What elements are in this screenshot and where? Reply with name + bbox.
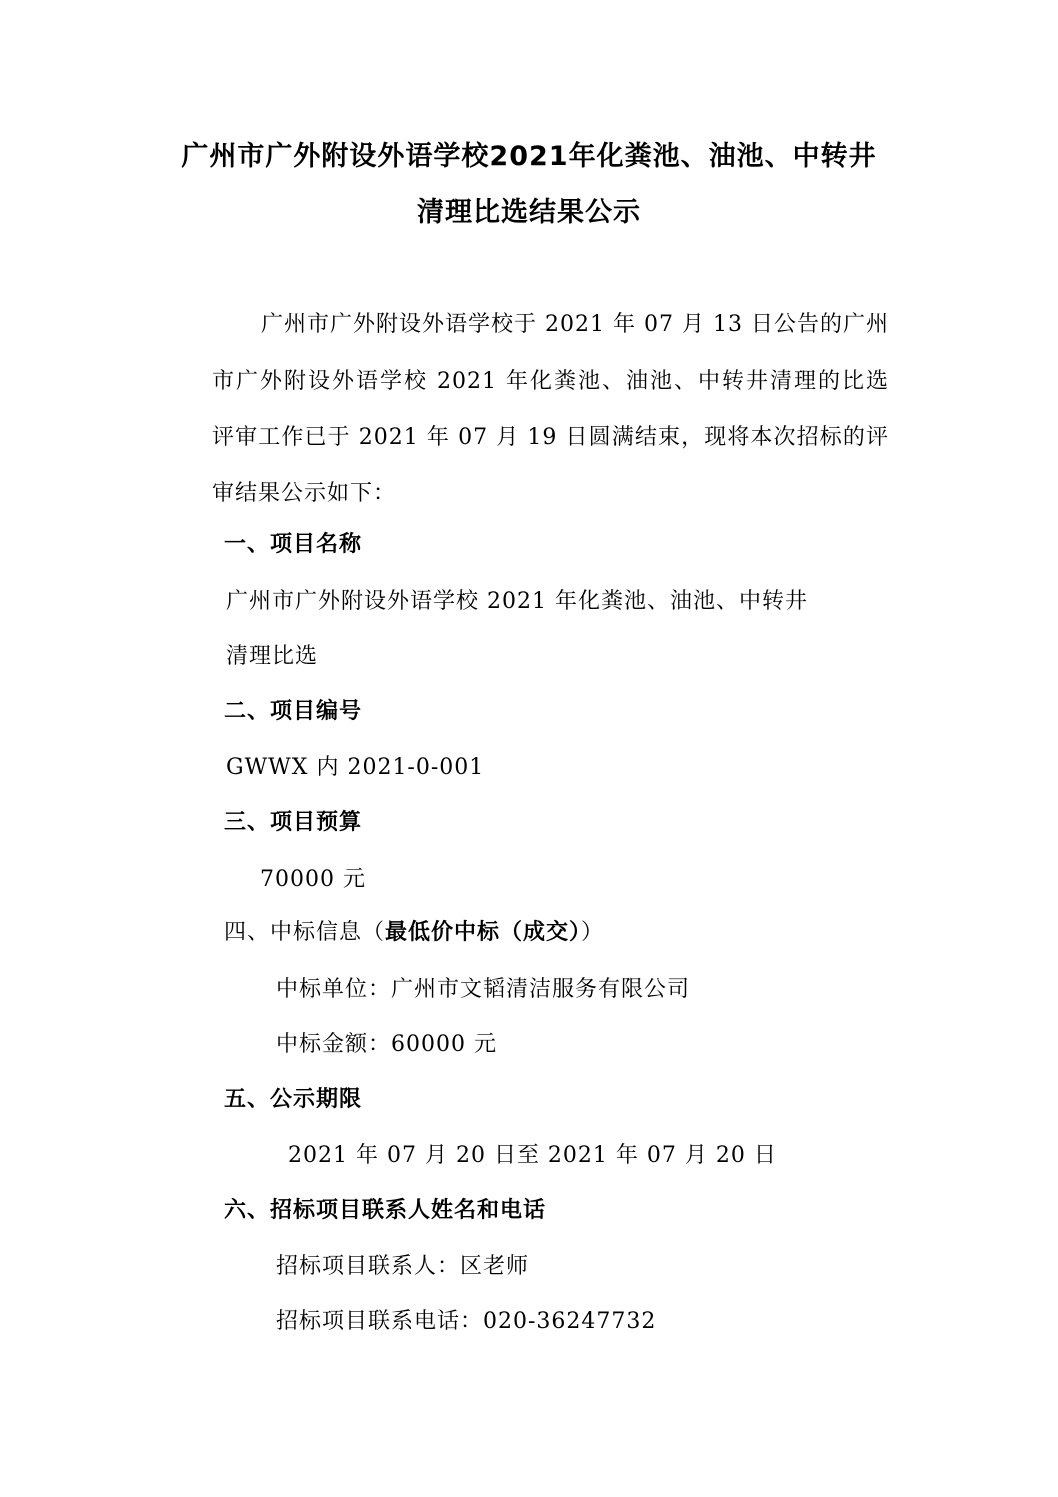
section-heading-text: 二、项目编号: [224, 699, 363, 724]
intro-line-2: 市广外附设外语学校 2021 年化粪池、油池、中转井清理的比选: [212, 369, 889, 394]
section-heading-text: 五、公示期限: [224, 1087, 363, 1112]
intro-line-3: 评审工作已于 2021 年 07 月 19 日圆满结束，现将本次招标的评: [212, 425, 889, 450]
section-heading-contact: [224, 1196, 546, 1226]
document-title-line-1: 广州市广外附设外语学校2021年化粪池、油池、中转井: [181, 141, 877, 172]
award-winner: 中标单位：广州市文韬清洁服务有限公司: [276, 977, 691, 1002]
award-amount: 中标金额：60000 元: [276, 1032, 497, 1057]
project-number-value: GWWX 内 2021-0-001: [226, 755, 485, 780]
contact-person: 招标项目联系人：区老师: [276, 1254, 530, 1279]
section-heading-text: 三、项目预算: [224, 810, 363, 835]
section-heading-award-info: [224, 918, 604, 948]
document-title-line-2: 清理比选结果公示: [417, 197, 641, 228]
section-heading-text: 六、招标项目联系人姓名和电话: [224, 1198, 547, 1223]
intro-line-1: 广州市广外附设外语学校于 2021 年 07 月 13 日公告的广州: [261, 312, 889, 337]
heading-bold: 最低价中标（成交）: [385, 920, 582, 945]
publicity-period-value: 2021 年 07 月 20 日至 2021 年 07 月 20 日: [288, 1143, 777, 1168]
heading-suffix: ）: [581, 920, 605, 945]
heading-prefix: 四、中标信息（: [224, 920, 386, 945]
section-heading-project-name: [224, 530, 362, 560]
contact-phone: 招标项目联系电话：020-36247732: [276, 1309, 657, 1334]
section-heading-project-budget: [224, 808, 362, 838]
project-name-line-2: 清理比选: [226, 644, 319, 669]
section-heading-text: 一、项目名称: [224, 532, 363, 557]
section-heading-publicity-period: [224, 1085, 362, 1115]
project-budget-value: 70000 元: [260, 867, 366, 892]
intro-line-4: 审结果公示如下：: [212, 481, 397, 506]
section-heading-project-number: [224, 697, 362, 727]
project-name-line-1: 广州市广外附设外语学校 2021 年化粪池、油池、中转井: [226, 589, 808, 614]
